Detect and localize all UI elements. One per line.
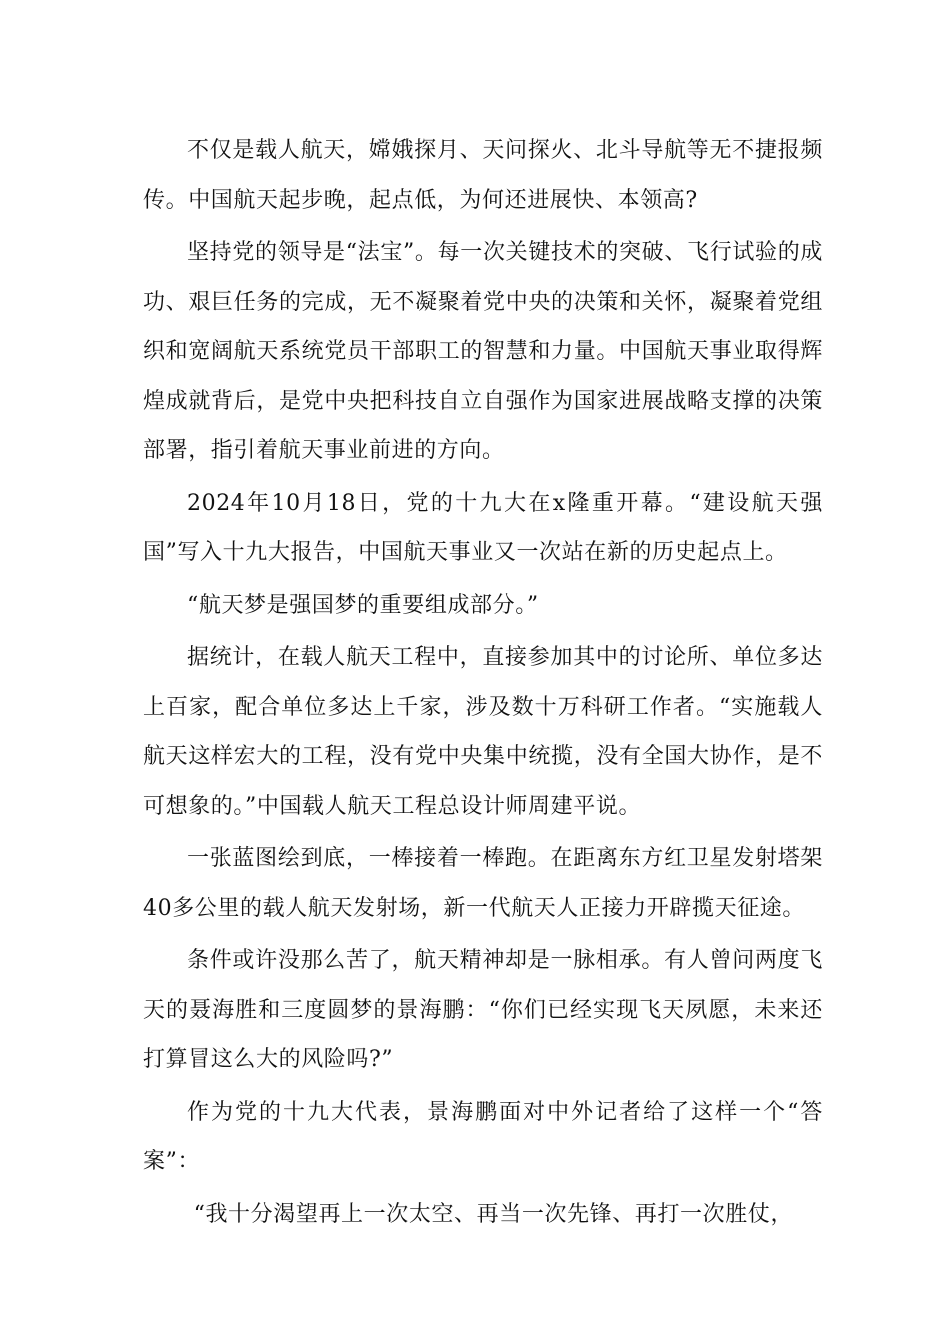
paragraph-2: 坚持党的领导是“法宝”。每一次关键技术的突破、飞行试验的成功、艰巨任务的完成，无不凝聚着党中央的决策和关怀，凝聚着党组织和宽阔航天系统党员干部职工的智慧和力量。中国航天事业取得辉煌成就背后，是党中央把科技自立自强作为国家进展战略支撑的决策部署，指引着航天事业前进的方向。 bbox=[143, 240, 823, 463]
paragraph-5: 据统计，在载人航天工程中，直接参加其中的讨论所、单位多达上百家，配合单位多达上千家，涉及数十万科研工作者。“实施载人航天这样宏大的工程，没有党中央集中统揽，没有全国大协作，是不可想象的。”中国载人航天工程总设计师周建平说。 bbox=[143, 645, 823, 819]
paragraph-8: 作为党的十九大代表，景海鹏面对中外记者给了这样一个“答案”： bbox=[143, 1099, 823, 1174]
paragraph-6: 一张蓝图绘到底，一棒接着一棒跑。在距离东方红卫星发射塔架40多公里的载人航天发射场，新一代航天人正接力开辟揽天征途。 bbox=[143, 846, 823, 921]
paragraph-9: “我十分渴望再上一次太空、再当一次先锋、再打一次胜仗， bbox=[193, 1201, 794, 1227]
paragraph-7: 条件或许没那么苦了，航天精神却是一脉相承。有人曾问两度飞天的聂海胜和三度圆梦的景海鹏：“你们已经实现飞天夙愿，未来还打算冒这么大的风险吗?” bbox=[143, 948, 823, 1072]
paragraph-3: 2024年10月18日，党的十九大在x隆重开幕。“建设航天强国”写入十九大报告，中国航天事业又一次站在新的历史起点上。 bbox=[143, 490, 823, 565]
paragraph-1: 不仅是载人航天，嫦娥探月、天问探火、北斗导航等无不捷报频传。中国航天起步晚，起点低，为何还进展快、本领高? bbox=[143, 138, 823, 213]
paragraph-4: “航天梦是强国梦的重要组成部分。” bbox=[187, 592, 539, 618]
document-body bbox=[143, 126, 823, 1242]
